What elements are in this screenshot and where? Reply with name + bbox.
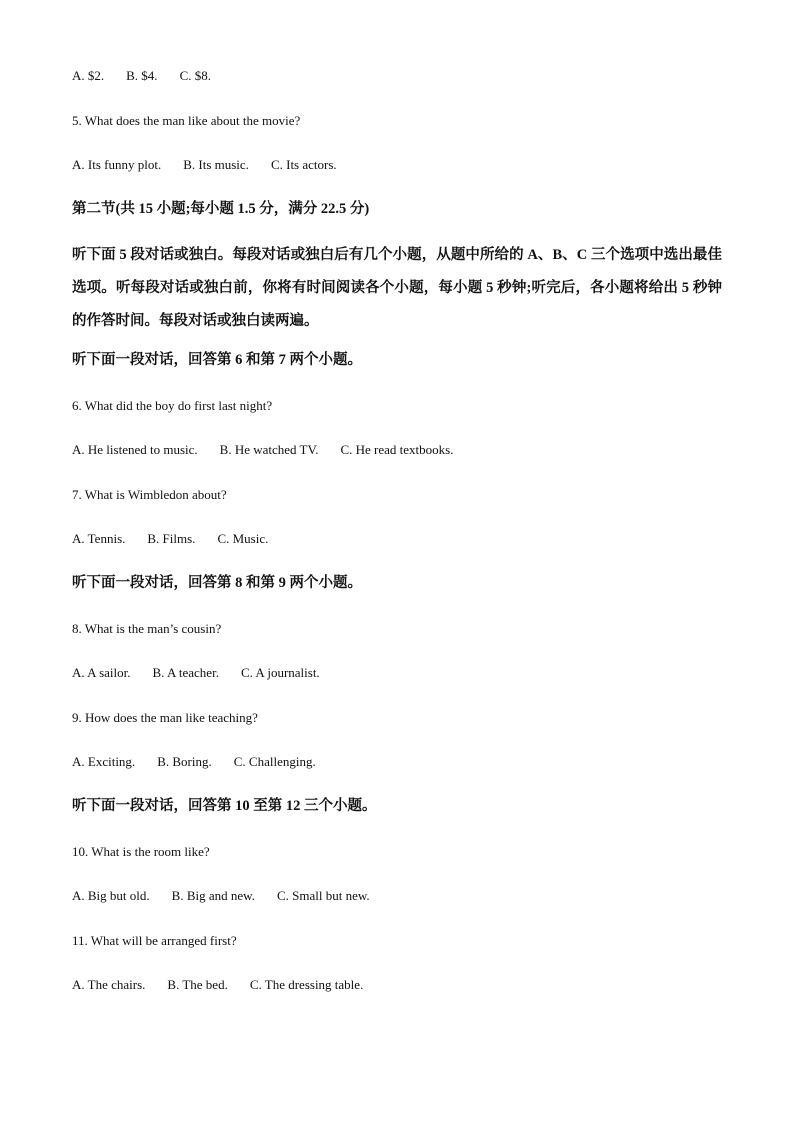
q8-option-c: C. A journalist. (240, 665, 320, 680)
q6-option-b: B. He watched TV. (219, 442, 319, 457)
q7-option-b: B. Films. (147, 531, 196, 546)
group-heading-8-9: 听下面一段对话，回答第 8 和第 9 两个小题。 (72, 575, 362, 591)
q10-option-b: B. Big and new. (171, 888, 255, 903)
q6-options (72, 442, 453, 458)
q4-option-c: C. $8. (179, 68, 211, 83)
q7-options (72, 531, 268, 547)
q4-option-b: B. $4. (126, 68, 158, 83)
q11-option-c: C. The dressing table. (249, 977, 364, 992)
q8-option-a: A. A sailor. (72, 665, 131, 680)
section-title: 第二节(共 15 小题;每小题 1.5 分，满分 22.5 分) (72, 201, 370, 217)
q10-options (72, 888, 370, 904)
group-heading-6-7: 听下面一段对话，回答第 6 和第 7 两个小题。 (72, 352, 362, 368)
q10-option-a: A. Big but old. (72, 888, 150, 903)
q9-question: 9. How does the man like teaching? (72, 710, 258, 725)
q10-question: 10. What is the room like? (72, 844, 210, 859)
q5-option-a: A. Its funny plot. (72, 157, 162, 172)
group-heading-10-12: 听下面一段对话，回答第 10 至第 12 三个小题。 (72, 798, 377, 814)
q8-option-b: B. A teacher. (152, 665, 219, 680)
q7-option-c: C. Music. (217, 531, 269, 546)
q6-option-c: C. He read textbooks. (340, 442, 454, 457)
q11-option-b: B. The bed. (167, 977, 228, 992)
q4-option-a: A. $2. (72, 68, 105, 83)
section-instructions: 听下面 5 段对话或独白。每段对话或独白后有几个小题，从题中所给的 A、B、C 三个选项中选出最佳选项。听每段对话或独白前，你将有时间阅读各个小题，每小题 5 秒钟;听完后，各小题将给出 5 秒钟的作答时间。每段对话或独白读两遍。 (72, 247, 722, 329)
q11-options (72, 977, 363, 993)
q11-option-a: A. The chairs. (72, 977, 146, 992)
q6-question: 6. What did the boy do first last night? (72, 398, 273, 413)
q9-option-a: A. Exciting. (72, 754, 136, 769)
q9-option-b: B. Boring. (157, 754, 212, 769)
q5-question: 5. What does the man like about the movie? (72, 113, 301, 128)
q5-options (72, 157, 337, 173)
q8-options (72, 665, 320, 681)
q11-question: 11. What will be arranged first? (72, 933, 237, 948)
q6-option-a: A. He listened to music. (72, 442, 198, 457)
q5-option-b: B. Its music. (183, 157, 249, 172)
q7-option-a: A. Tennis. (72, 531, 126, 546)
q8-question: 8. What is the man’s cousin? (72, 621, 222, 636)
q9-option-c: C. Challenging. (233, 754, 316, 769)
q9-options (72, 754, 316, 770)
q5-option-c: C. Its actors. (270, 157, 337, 172)
q7-question: 7. What is Wimbledon about? (72, 487, 227, 502)
q4-options (72, 68, 211, 84)
q10-option-c: C. Small but new. (276, 888, 370, 903)
